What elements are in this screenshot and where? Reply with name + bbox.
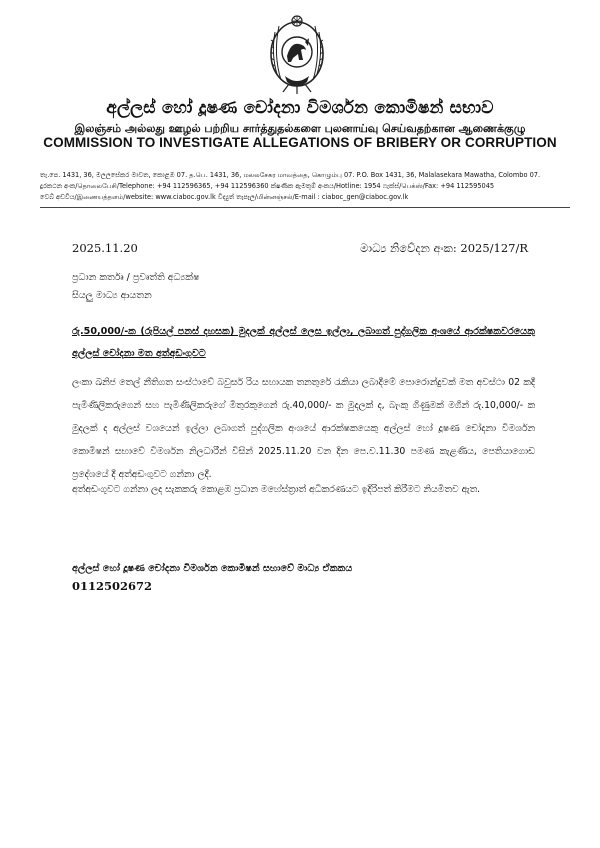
release-reference (360, 241, 528, 256)
contact-address: තැ.පෙ. 1431, 36, මලලසේකර මාවත, කොළඹ 07. த.பெ. 1431, 36, மலலசேகர மாவத்தை, கொழும்பு 07. P.O. Box 1431, 36, Malalasekara Mawatha, Colombo 07. (40, 171, 541, 179)
contact-web-email: වෙබ් අඩවිය/இணையத்தளம்/website: www.ciaboc.gov.lk විද්‍යුත් තැපෑල/மின்னஞ்சல்/E-mail : ciaboc_gen@ciaboc.gov.lk (40, 193, 409, 201)
body-paragraph-2: අත්අඩංගුවට ගන්නා ලද සැකකරු කොළඹ ප්‍රධාන මහේස්ත්‍රාත් අධිකරණයට ඉදිරිපත් කිරීමට නියමිතව ඇත. (72, 484, 481, 495)
org-title-tamil: இலஞ்சம் அல்லது ஊழல் பற்றிய சார்த்துதல்களை புலனாய்வு செய்வதற்கான ஆணைக்குழு (74, 122, 526, 135)
addressee-line-1: ප්‍රධාන කර්තෘ / ප්‍රවෘත්ති අධ්‍යක්ෂ (72, 272, 200, 283)
body-paragraph-1: ලංකා ඛනිජ තෙල් නීතිගත සංස්ථාවේ බවුසර් රිය සහායක තනතුරේ රැකියා ලබාදීමේ පොරොන්දුවක් මත අවස්ථා 02 කදී පැමිණිලිකරුගෙන් සහ පැමිණිලිකරුගේ මිතුරකුගෙන් රු.40,000/- ක මුදලක් ද, බැංකු ගිණුමක් මගින් රු.10,000/- ක මුදලක් ද අල්ලස් වශයෙන් ඉල්ලා ලබාගත් පුද්ගලික අංශයේ ආරක්ෂකයෙකු අල්ලස් හෝ දූෂණ චෝදනා විමර්ශන කොමිෂන් සභාවේ විමර්ශන නිලධාරීන් විසින් 2025.11.20 වන දින පෙ.ව.11.30 පමණ කැළණිය, පෙතියාගොඩ ප්‍රදේශයේ දී අත්අඩංගුවට ගන්නා ලදී. (72, 377, 535, 480)
release-headline: රු.50,000/-ක (රුපියල් පනස් දහසක) මුදලක් අල්ලස් ලෙස ඉල්ලා, ලබාගත් පුද්ගලික අංශයේ ආරක්ෂකවරයෙකු අල්ලස් චෝදනා මත අත්අඩංගුවට (72, 326, 535, 359)
reference-label: මාධ්‍ය නිවේදන අංක: (360, 241, 457, 255)
media-unit-phone: 0112502672 (72, 579, 153, 593)
org-title-english-line: COMMISSION TO INVESTIGATE ALLEGATIONS OF BRIBERY OR CORRUPTION (43, 135, 557, 150)
release-date: 2025.11.20 (72, 241, 138, 255)
reference-number: 2025/127/R (460, 241, 528, 255)
addressee-line-2: සියලු මාධ්‍ය ආයතන (72, 290, 152, 301)
contact-phone-fax: දුරකථන අංක/தொலைபேசி/Telephone: +94 112596365, +94 112596360 ක්ෂණික ඇමතුම් අංකය/Hotline: 1954 ෆැක්ස්/பெக்ஸ்/Fax: +94 112595045 (40, 182, 495, 190)
org-title-english (0, 135, 600, 150)
org-title-sinhala: අල්ලස් හෝ දූෂණ චෝදනා විමර්ශන කොමිෂන් සභාව (106, 98, 494, 118)
media-unit-signoff: අල්ලස් හෝ දූෂණ චෝදනා විමර්ශන කොමිෂන් සභාවේ මාධ්‍ය ඒකකය (72, 563, 353, 574)
letterhead-divider (40, 207, 570, 208)
national-emblem-icon (265, 12, 329, 96)
